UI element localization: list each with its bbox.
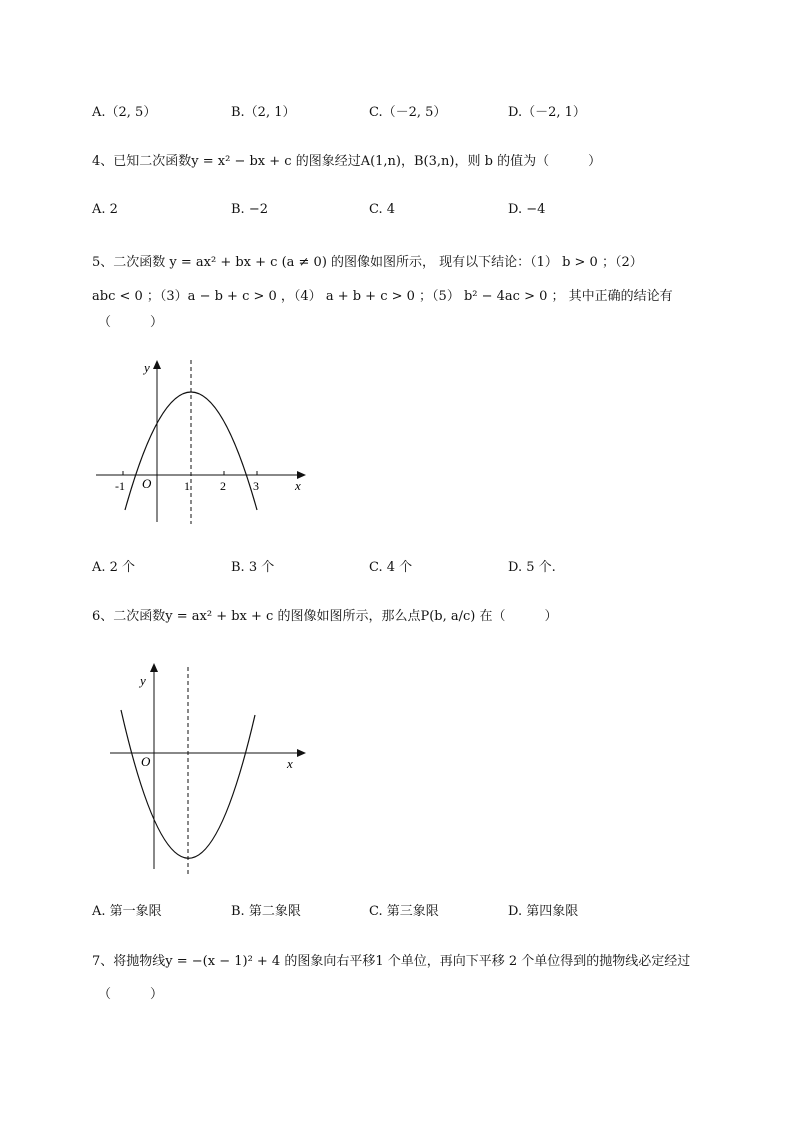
q6-origin-label: O bbox=[141, 754, 151, 769]
q6-y-label: y bbox=[140, 673, 146, 688]
q7-stem-line1: 7、将抛物线y = −(x − 1)² + 4 的图象向右平移1 个单位，再向下平移 2 个单位得到的抛物线必定经过 bbox=[92, 954, 691, 969]
q6-x-label: x bbox=[287, 756, 293, 771]
q4-option-d: D. −4 bbox=[508, 202, 546, 217]
q5-answer-blank: （ ） bbox=[98, 315, 164, 330]
q6-option-d: D. 第四象限 bbox=[508, 904, 579, 919]
q5-parabola-graph bbox=[90, 350, 320, 530]
q5-option-b: B. 3 个 bbox=[231, 560, 275, 575]
q3-option-a: A.（2, 5） bbox=[92, 105, 157, 120]
q5-option-d: D. 5 个. bbox=[508, 560, 556, 575]
q6-option-c: C. 第三象限 bbox=[369, 904, 439, 919]
q3-option-b: B.（2, 1） bbox=[231, 105, 296, 120]
q6-x-arrow bbox=[297, 749, 306, 757]
q5-tick-label: 1 bbox=[184, 479, 190, 493]
q5-x-label: x bbox=[295, 478, 301, 493]
q5-option-a: A. 2 个 bbox=[92, 560, 136, 575]
q7-answer-blank: （ ） bbox=[98, 987, 164, 1002]
q5-tick-label: -1 bbox=[115, 479, 125, 493]
q5-stem-line2: abc < 0 ；（3）a − b + c > 0 ，（4） a + b + c > 0 ；（5） b² − 4ac > 0 ； 其中正确的结论有 bbox=[92, 289, 673, 304]
q6-y-arrow bbox=[150, 663, 158, 672]
q6-option-b: B. 第二象限 bbox=[231, 904, 301, 919]
q5-y-arrow bbox=[153, 360, 161, 369]
q5-option-c: C. 4 个 bbox=[369, 560, 413, 575]
q5-stem-line1: 5、二次函数 y = ax² + bx + c (a ≠ 0) 的图像如图所示， 现有以下结论：（1） b > 0 ；（2） bbox=[92, 255, 643, 270]
q3-option-c: C.（－2, 5） bbox=[369, 105, 447, 120]
q4-stem: 4、已知二次函数y = x² − bx + c 的图象经过A(1,n)，B(3,n)，则 b 的值为（ ） bbox=[92, 154, 602, 169]
q6-stem: 6、二次函数y = ax² + bx + c 的图像如图所示，那么点P(b, a/c) 在（ ） bbox=[92, 609, 558, 624]
q5-tick-label: 3 bbox=[253, 479, 259, 493]
q5-tick-label: 2 bbox=[220, 479, 226, 493]
q4-option-c: C. 4 bbox=[369, 202, 396, 217]
q4-option-b: B. −2 bbox=[231, 202, 268, 217]
q6-option-a: A. 第一象限 bbox=[92, 904, 162, 919]
q3-option-d: D.（－2, 1） bbox=[508, 105, 586, 120]
q5-origin-label: O bbox=[142, 476, 152, 491]
q6-parabola-graph bbox=[100, 655, 325, 880]
q5-y-label: y bbox=[144, 360, 150, 375]
q4-option-a: A. 2 bbox=[92, 202, 118, 217]
